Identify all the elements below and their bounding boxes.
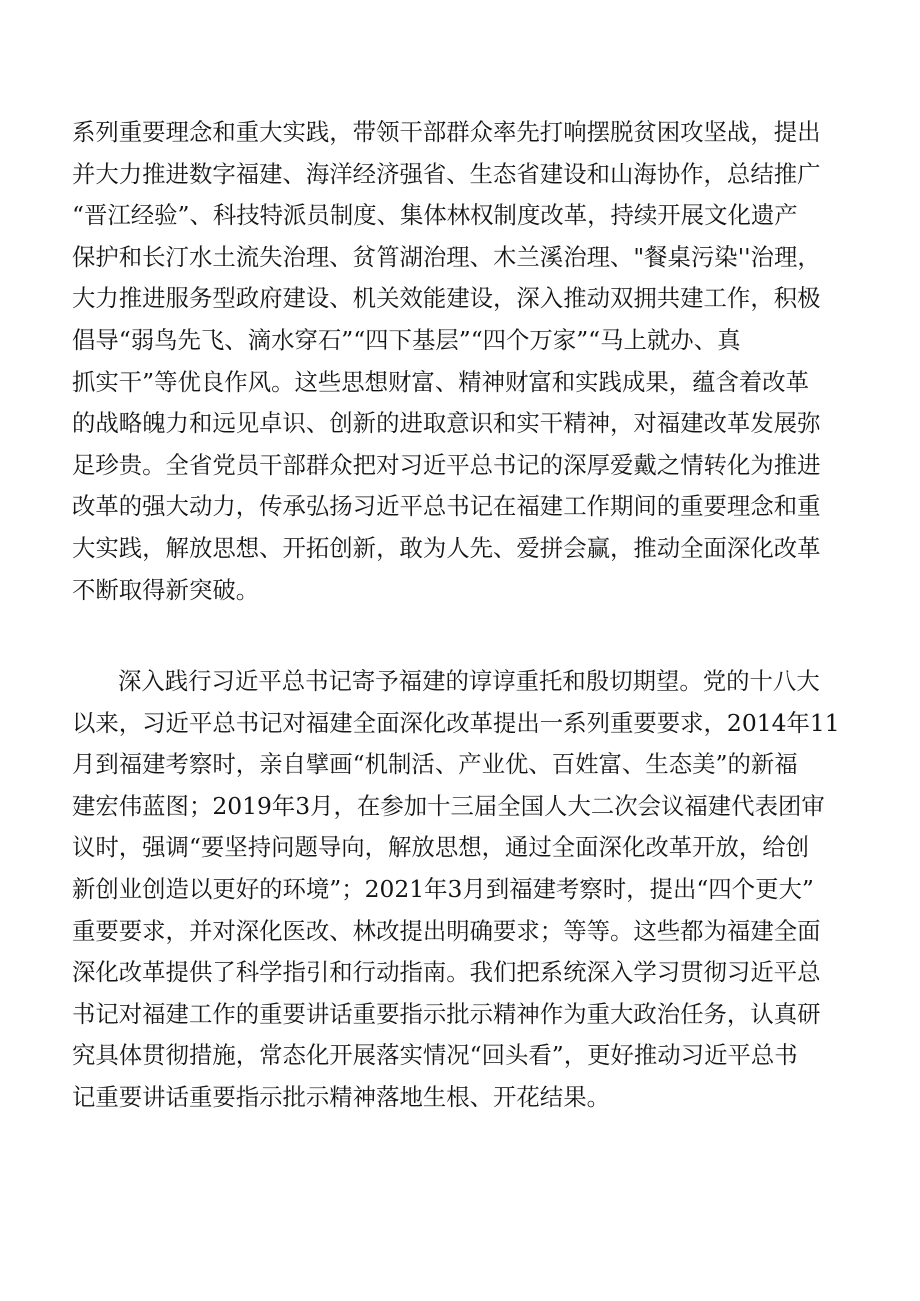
paragraph-line: 深入践行习近平总书记寄予福建的谆谆重托和殷切期望。党的十八大 [118,667,820,695]
paragraph-line: 新创业创造以更好的环境”；2021年3月到福建考察时，提出“四个更大” [72,874,814,903]
paragraph-line: 重要要求，并对深化医改、林改提出明确要求；等等。这些都为福建全面 [72,916,821,945]
paragraph-line: 建宏伟蓝图；2019年3月，在参加十三届全国人大二次会议福建代表团审 [72,791,825,820]
paragraph-line: 并大力推进数字福建、海洋经济强省、生态省建设和山海协作，总结推广 [72,159,821,188]
paragraph-line: “晋江经验”、科技特派员制度、集体林权制度改革，持续开展文化遗产 [72,201,798,230]
paragraph-1 [72,112,862,611]
paragraph-2 [72,661,862,1119]
paragraph-line: 抓实干”等优良作风。这些思想财富、精神财富和实践成果，蕴含着改革 [72,367,810,396]
paragraph-line: 议时，强调“要坚持问题导向，解放思想，通过全面深化改革开放，给创 [72,833,810,862]
paragraph-line: 书记对福建工作的重要讲话重要指示批示精神作为重大政治任务，认真研 [72,999,821,1028]
paragraph-line: 不断取得新突破。 [72,575,260,604]
paragraph-line: 大力推进服务型政府建设、机关效能建设，深入推动双拥共建工作，积极 [72,284,821,313]
paragraph-line: 改革的强大动力，传承弘扬习近平总书记在福建工作期间的重要理念和重 [72,492,821,521]
paragraph-line: 深化改革提供了科学指引和行动指南。我们把系统深入学习贯彻习近平总 [72,958,821,987]
paragraph-line: 大实践，解放思想、开拓创新，敢为人先、爱拼会赢，推动全面深化改革 [72,533,821,562]
paragraph-line: 足珍贵。全省党员干部群众把对习近平总书记的深厚爱戴之情转化为推进 [72,450,821,479]
paragraph-line: 以来，习近平总书记对福建全面深化改革提出一系列重要要求，2014年11 [72,708,840,737]
paragraph-line: 月到福建考察时，亲自擘画“机制活、产业优、百姓富、生态美”的新福 [72,750,798,779]
paragraph-line: 记重要讲话重要指示批示精神落地生根、开花结果。 [72,1082,610,1111]
paragraph-line: 究具体贯彻措施，常态化开展落实情况“回头看”，更好推动习近平总书 [72,1041,798,1070]
paragraph-line: 保护和长汀水土流失治理、贫筲湖治理、木兰溪治理、"餐桌污染''治理， [72,242,821,271]
paragraph-line: 倡导“弱鸟先飞、滴水穿石”“四下基层”“四个万家”“马上就办、真 [72,325,741,354]
paragraph-line: 系列重要理念和重大实践，带领干部群众率先打响摆脱贫困攻坚战，提出 [72,118,821,146]
paragraph-line: 的战略魄力和远见卓识、创新的进取意识和实干精神，对福建改革发展弥 [72,409,821,438]
